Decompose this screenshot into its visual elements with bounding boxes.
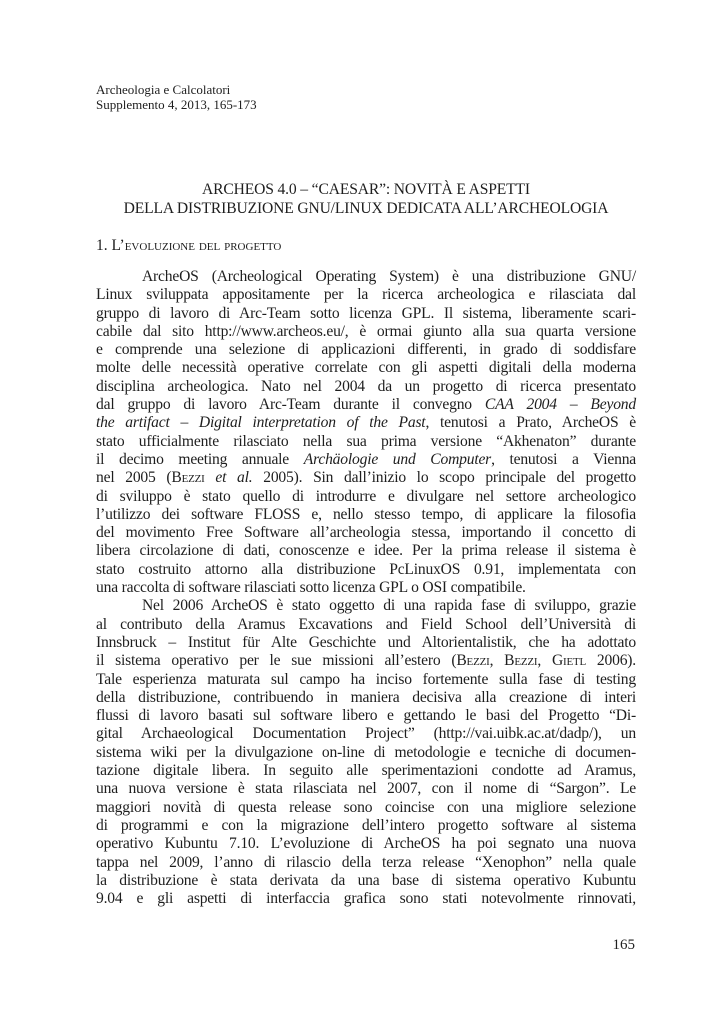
text-fragment: il decimo meeting annuale	[96, 450, 290, 468]
citation-etal: et al.	[215, 469, 253, 487]
text-line: libera circolazione di dati, conoscenze e idee. Per la prima release il sistema è	[96, 542, 636, 560]
text-line	[96, 396, 636, 414]
journal-name: Archeologia e Calcolatori	[96, 82, 231, 97]
text-line: al contributo della Aramus Excavations and Field School dell’Università di	[96, 615, 636, 633]
text-line	[96, 652, 636, 670]
text-line: gruppo di lavoro di Arc-Team sotto licenza GPL. Il sistema, liberamente scari-	[96, 304, 636, 322]
text-line: cabile dal sito http://www.archeos.eu/, è ormai giunto alla sua quarta versione	[96, 322, 636, 340]
paragraph	[96, 268, 636, 597]
text-line: ArcheOS (Archeological Operating System) è una distribuzione GNU/	[142, 268, 636, 285]
text-line: 9.04 e gli aspetti di interfaccia grafica sono stati notevolmente rinnovati,	[96, 890, 636, 908]
text-line: flussi di lavoro basati sul software libero e gettando le basi del Progetto “Di-	[96, 707, 636, 725]
paragraph	[96, 597, 636, 908]
text-line: e comprende una selezione di applicazioni differenti, in grado di soddisfare	[96, 341, 636, 359]
text-line: di sviluppo è stato quello di introdurre e divulgare nel settore archeologico	[96, 487, 636, 505]
text-fragment: nel 2005 (	[96, 469, 172, 487]
journal-issue: Supplemento 4, 2013, 165-173	[96, 97, 257, 112]
text-line: di programmi e con la migrazione dell’intero progetto software al sistema	[96, 816, 636, 834]
citation-title: Archäologie und Computer	[303, 450, 492, 468]
text-line: tazione digitale libera. In seguito alle sperimentazioni condotte ad Aramus,	[96, 762, 636, 780]
text-line: della distribuzione, contribuendo in maniera decisiva alla creazione di interi	[96, 688, 636, 706]
text-line: una raccolta di software rilasciati sotto licenza GPL o OSI compatibile.	[96, 579, 526, 597]
text-line: stato ufficialmente rilasciato nella sua prima versione “Akhenaton” durante	[96, 432, 636, 450]
text-line: stato costruito attorno alla distribuzione PcLinuxOS 0.91, implementata con	[96, 560, 636, 578]
section-number: 1.	[96, 237, 108, 254]
section-title: L’evoluzione del progetto	[111, 237, 282, 254]
text-fragment: dal gruppo di lavoro Arc-Team durante il convegno	[96, 396, 472, 414]
article-title	[96, 180, 636, 218]
title-line-2: DELLA DISTRIBUZIONE GNU/LINUX DEDICATA ALL’ARCHEOLOGIA	[123, 200, 609, 217]
text-line: maggiori novità di questa release sono coincise con una migliore selezione	[96, 798, 636, 816]
section-heading	[96, 236, 281, 255]
text-line: operativo Kubuntu 7.10. L’evoluzione di ArcheOS ha poi segnato una nuova	[96, 835, 636, 853]
text-fragment: 2005). Sin dall’inizio lo scopo principale del progetto	[252, 469, 637, 487]
text-line: Linux sviluppata appositamente per la ricerca archeologica e rilasciata dal	[96, 286, 636, 304]
text-line: gital Archaeological Documentation Project” (http://vai.uibk.ac.at/dadp/), un	[96, 725, 636, 743]
text-line: una nuova versione è stata rilasciata nel 2007, con il nome di “Sargon”. Le	[96, 780, 636, 798]
text-line: Nel 2006 ArcheOS è stato oggetto di una rapida fase di sviluppo, grazie	[142, 597, 636, 615]
text-line: del movimento Free Software all’archeologia stessa, importando il concetto di	[96, 524, 636, 542]
text-line	[96, 451, 636, 469]
citation-author: Bezzi, Bezzi, Gietl	[456, 652, 587, 670]
text-line: molte delle necessità operative correlate con gli aspetti digitali della moderna	[96, 359, 636, 377]
text-fragment: , tenutosi a Prato, ArcheOS è	[425, 414, 637, 432]
citation-title: the artifact – Digital interpretation of the Past	[96, 414, 426, 432]
text-fragment: , tenutosi a Vienna	[491, 450, 637, 468]
text-fragment: il sistema operativo per le sue missioni all’estero (	[96, 652, 457, 670]
title-line-1: ARCHEOS 4.0 – “CAESAR”: NOVITÀ E ASPETTI	[202, 181, 530, 198]
text-line: l’utilizzo dei software FLOSS e, nello stesso tempo, di applicare la filosofia	[96, 505, 636, 523]
text-line	[96, 414, 636, 432]
journal-header	[96, 82, 257, 112]
text-line: Innsbruck – Institut für Alte Geschichte und Altorientalistik, che ha adottato	[96, 633, 636, 651]
text-line: sistema wiki per la divulgazione on-line di metodologie e tecniche di documen-	[96, 743, 636, 761]
text-line: tappa nel 2009, l’anno di rilascio della terza release “Xenophon” nella quale	[96, 853, 636, 871]
article-body	[96, 268, 636, 908]
text-line: Tale esperienza maturata sul campo ha inciso fortemente sulla fase di testing	[96, 670, 636, 688]
citation-title: CAA 2004 – Beyond	[484, 396, 636, 414]
text-line: la distribuzione è stata derivata da una base di sistema operativo Kubuntu	[96, 871, 636, 889]
text-fragment: 2006).	[586, 652, 637, 670]
page-number: 165	[612, 937, 635, 953]
citation-author: Bezzi	[171, 469, 205, 487]
text-line: disciplina archeologica. Nato nel 2004 da un progetto di ricerca presentato	[96, 377, 636, 395]
text-line	[96, 469, 636, 487]
